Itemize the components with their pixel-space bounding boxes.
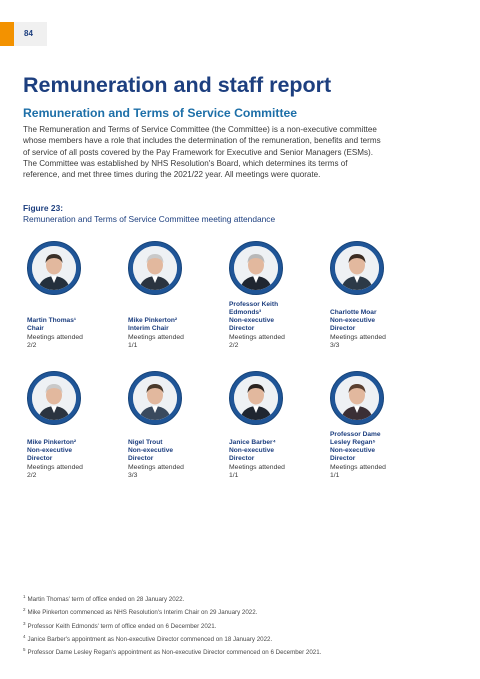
attendance-label: Meetings attended [330, 334, 386, 341]
member-name-line: Charlotte Moar [330, 309, 377, 316]
attendance-value: 2/2 [27, 342, 37, 350]
portrait-illustration [32, 246, 76, 290]
footnote-number: 5 [23, 647, 26, 653]
member-attendance [27, 464, 123, 481]
attendance-label: Meetings attended [229, 464, 285, 471]
footnote [23, 592, 321, 605]
attendance-label: Meetings attended [27, 334, 83, 341]
page-title: Remuneration and staff report [23, 73, 332, 97]
footnote-number: 2 [23, 607, 26, 613]
page-number-tab [0, 22, 47, 46]
attendance-value: 2/2 [229, 342, 239, 350]
footnote-number: 3 [23, 620, 26, 626]
page-number: 84 [24, 29, 33, 38]
member-photo [335, 376, 379, 420]
portrait-illustration [32, 376, 76, 420]
member-name-line: Janice Barber⁴ [229, 439, 276, 446]
attendance-value: 3/3 [128, 472, 138, 480]
attendance-value: 3/3 [330, 342, 340, 350]
member-name-line: Director [330, 455, 356, 462]
member-name-line: Director [27, 455, 53, 462]
member-attendance [330, 464, 426, 481]
member-portrait [27, 241, 81, 295]
member-portrait [128, 241, 182, 295]
footnote-text: Mike Pinkerton commenced as NHS Resolution's Interim Chair on 29 January 2022. [27, 609, 258, 617]
portrait-illustration [335, 376, 379, 420]
member-photo [335, 246, 379, 290]
attendance-value: 2/2 [27, 472, 37, 480]
attendance-value: 1/1 [330, 472, 340, 480]
member-name-line: Non-executive [229, 317, 275, 324]
member-attendance [229, 334, 325, 351]
attendance-value: 1/1 [128, 342, 138, 350]
footnote [23, 645, 321, 658]
member-name [27, 317, 123, 333]
member-name [330, 431, 426, 463]
member-name [27, 439, 123, 463]
footnote-text: Martin Thomas' term of office ended on 28 January 2022. [27, 596, 185, 604]
figure-caption: Remuneration and Terms of Service Committee meeting attendance [23, 214, 276, 224]
member-name [128, 439, 224, 463]
attendance-label: Meetings attended [128, 334, 184, 341]
member-name-line: Lesley Regan⁵ [330, 439, 376, 446]
attendance-label: Meetings attended [27, 464, 83, 471]
member-name-line: Director [229, 325, 255, 332]
member-name-line: Non-executive [27, 447, 73, 454]
section-subtitle: Remuneration and Terms of Service Committee [23, 106, 298, 120]
attendance-label: Meetings attended [330, 464, 386, 471]
member-photo [32, 246, 76, 290]
member-name-line: Chair [27, 325, 44, 332]
member-name-line: Edmonds³ [229, 309, 262, 316]
member-portrait [330, 371, 384, 425]
intro-paragraph: The Remuneration and Terms of Service Committee (the Committee) is a non-executive committee whose members have a role that includes the determination of the remuneration, benefits and terms of service of all posts covered by the Pay Framework for Executive and Senior Managers (ESMs). The Committee was established by NHS Resolution's Board, which determines its terms of reference, and met three times during the 2021/22 year. All meetings were quorate. [23, 125, 381, 180]
member-name-line: Director [128, 455, 154, 462]
member-name-line: Director [229, 455, 255, 462]
member-photo [133, 376, 177, 420]
member-name-line: Non-executive [128, 447, 174, 454]
member-name [229, 439, 325, 463]
member-attendance [128, 464, 224, 481]
member-attendance [330, 334, 426, 351]
member-portrait [330, 241, 384, 295]
footnote-text: Professor Keith Edmonds' term of office ended on 6 December 2021. [27, 622, 217, 630]
footnotes [23, 592, 321, 658]
portrait-illustration [133, 376, 177, 420]
member-portrait [229, 241, 283, 295]
portrait-illustration [133, 246, 177, 290]
portrait-illustration [335, 246, 379, 290]
member-name-line: Professor Dame [330, 431, 381, 438]
member-photo [234, 246, 278, 290]
member-name [128, 317, 224, 333]
member-attendance [27, 334, 123, 351]
member-portrait [128, 371, 182, 425]
member-name-line: Non-executive [330, 317, 376, 324]
member-photo [234, 376, 278, 420]
member-name-line: Director [330, 325, 356, 332]
footnote-text: Janice Barber's appointment as Non-executive Director commenced on 18 January 2022. [27, 635, 273, 643]
member-name-line: Martin Thomas¹ [27, 317, 77, 324]
member-portrait [27, 371, 81, 425]
member-attendance [229, 464, 325, 481]
attendance-value: 1/1 [229, 472, 239, 480]
member-name-line: Mike Pinkerton² [128, 317, 178, 324]
member-name [330, 309, 426, 333]
page-tab-accent [0, 22, 14, 46]
footnote-number: 1 [23, 594, 26, 599]
attendance-label: Meetings attended [229, 334, 285, 341]
attendance-label: Meetings attended [128, 464, 184, 471]
footnote [23, 632, 321, 645]
member-name-line: Non-executive [330, 447, 376, 454]
figure-label: Figure 23: [23, 203, 64, 213]
member-name-line: Professor Keith [229, 301, 279, 308]
footnote-number: 4 [23, 633, 26, 639]
footnote [23, 619, 321, 632]
member-name-line: Nigel Trout [128, 439, 163, 446]
member-name [229, 301, 325, 333]
member-attendance [128, 334, 224, 351]
member-portrait [229, 371, 283, 425]
footnote-text: Professor Dame Lesley Regan's appointment as Non-executive Director commenced on 6 December 2021. [27, 649, 322, 657]
footnote [23, 605, 321, 618]
portrait-illustration [234, 246, 278, 290]
member-name-line: Interim Chair [128, 325, 169, 332]
member-name-line: Mike Pinkerton² [27, 439, 77, 446]
member-photo [32, 376, 76, 420]
member-photo [133, 246, 177, 290]
portrait-illustration [234, 376, 278, 420]
member-name-line: Non-executive [229, 447, 275, 454]
